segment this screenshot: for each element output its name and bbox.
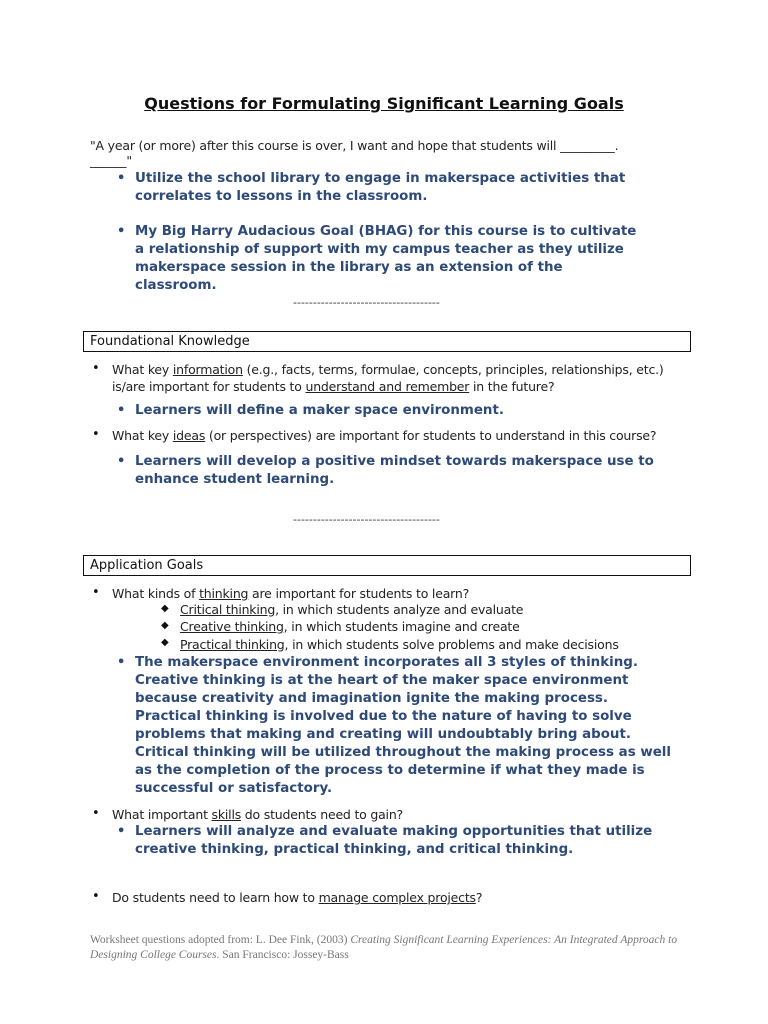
q-text: Do students need to learn how to bbox=[112, 890, 319, 905]
q-underlined: Creative thinking bbox=[180, 619, 284, 634]
q-text: is/are important for students to bbox=[112, 379, 306, 394]
foundational-question-1 bbox=[112, 361, 692, 395]
q-text: in the future? bbox=[469, 379, 555, 394]
intro-blank-2: ______ bbox=[90, 153, 127, 168]
intro-blank-1: _________ bbox=[560, 138, 615, 153]
q-underlined: skills bbox=[211, 807, 242, 822]
q-text: , in which students solve problems and make decisions bbox=[284, 637, 619, 652]
q-underlined: Practical thinking bbox=[180, 637, 285, 652]
bullet-icon: • bbox=[92, 889, 100, 904]
q-underlined: understand and remember bbox=[305, 379, 470, 394]
bullet-icon: • bbox=[117, 224, 126, 239]
intro-answer-1: Utilize the school library to engage in makerspace activities that correlates to lessons in the classroom. bbox=[135, 171, 626, 204]
q-text: , in which students imagine and create bbox=[283, 619, 520, 634]
intro-end-1: . bbox=[614, 138, 619, 153]
q-text: What key bbox=[112, 362, 173, 377]
diamond-bullet-icon: ◆ bbox=[161, 637, 169, 648]
separator-1: ------------------------------------- bbox=[293, 296, 440, 309]
page-title: Questions for Formulating Significant Learning Goals bbox=[144, 94, 624, 113]
application-answer-1: The makerspace environment incorporates all 3 styles of thinking. Creative thinking is at the heart of the maker space environment because creativity and imagination ignite the making process. Practical thinking is involved due to the nature of having to solve problems that making and creating will undoubtably bring about. Critical thinking will be utilized throughout the making process as well as the completion of the process to determine if what they made is successful or satisfactory. bbox=[135, 655, 671, 796]
citation-text: Worksheet questions adopted from: L. Dee Fink, (2003) bbox=[90, 934, 351, 946]
foundational-answer-1: Learners will define a maker space environment. bbox=[135, 403, 504, 418]
section-heading-application: Application Goals bbox=[83, 555, 691, 576]
application-question-1 bbox=[112, 585, 692, 602]
foundational-answer-2: Learners will develop a positive mindset towards makerspace use to enhance student learning. bbox=[135, 454, 654, 487]
intro-prefix: "A year (or more) after this course is over, I want and hope that students will bbox=[90, 138, 557, 153]
q-text: (e.g., facts, terms, formulae, concepts, principles, relationships, etc.) bbox=[242, 362, 664, 377]
q-text: (or perspectives) are important for students to understand in this course? bbox=[205, 428, 657, 443]
q-text: are important for students to learn? bbox=[248, 586, 470, 601]
diamond-bullet-icon: ◆ bbox=[161, 620, 169, 631]
intro-question-line-2 bbox=[90, 152, 132, 169]
bullet-icon: • bbox=[92, 361, 100, 376]
bullet-icon: • bbox=[117, 403, 126, 418]
q-text: , in which students analyze and evaluate bbox=[275, 602, 524, 617]
q-underlined: manage complex projects bbox=[318, 890, 476, 905]
q-text: What kinds of bbox=[112, 586, 200, 601]
application-answer-2: Learners will analyze and evaluate making opportunities that utilize creative thinking, practical thinking, and critical thinking. bbox=[135, 824, 653, 857]
diamond-bullet-icon: ◆ bbox=[161, 603, 169, 614]
thinking-type-critical bbox=[180, 601, 523, 618]
q-underlined: ideas bbox=[172, 428, 206, 443]
intro-question bbox=[90, 137, 690, 154]
intro-end-2: " bbox=[126, 153, 132, 168]
bullet-icon: • bbox=[92, 806, 100, 821]
bullet-icon: • bbox=[117, 824, 126, 839]
q-underlined: information bbox=[172, 362, 243, 377]
q-text: ? bbox=[475, 890, 483, 905]
bullet-icon: • bbox=[117, 171, 126, 186]
citation-book-title: Creating Significant Learning Experiences: An Integrated Approach to Designing College Courses bbox=[90, 934, 678, 961]
footer-citation bbox=[90, 933, 690, 963]
q-text: do students need to gain? bbox=[241, 807, 403, 822]
intro-answer-2: My Big Harry Audacious Goal (BHAG) for this course is to cultivate a relationship of support with my campus teacher as they utilize makerspace session in the library as an extension of the classroom. bbox=[135, 224, 637, 293]
bullet-icon: • bbox=[92, 585, 100, 600]
thinking-type-creative bbox=[180, 618, 520, 635]
bullet-icon: • bbox=[92, 427, 100, 442]
application-question-3 bbox=[112, 889, 692, 906]
q-underlined: thinking bbox=[199, 586, 249, 601]
q-underlined: Critical thinking bbox=[180, 602, 276, 617]
separator-2: ------------------------------------- bbox=[293, 513, 440, 526]
application-question-2 bbox=[112, 806, 692, 823]
citation-publisher: . San Francisco: Jossey-Bass bbox=[216, 949, 349, 961]
thinking-type-practical bbox=[180, 636, 619, 653]
foundational-question-2 bbox=[112, 427, 692, 444]
q-text: What important bbox=[112, 807, 212, 822]
q-text: What key bbox=[112, 428, 173, 443]
section-heading-foundational: Foundational Knowledge bbox=[83, 331, 691, 352]
bullet-icon: • bbox=[117, 454, 126, 469]
bullet-icon: • bbox=[117, 655, 126, 670]
